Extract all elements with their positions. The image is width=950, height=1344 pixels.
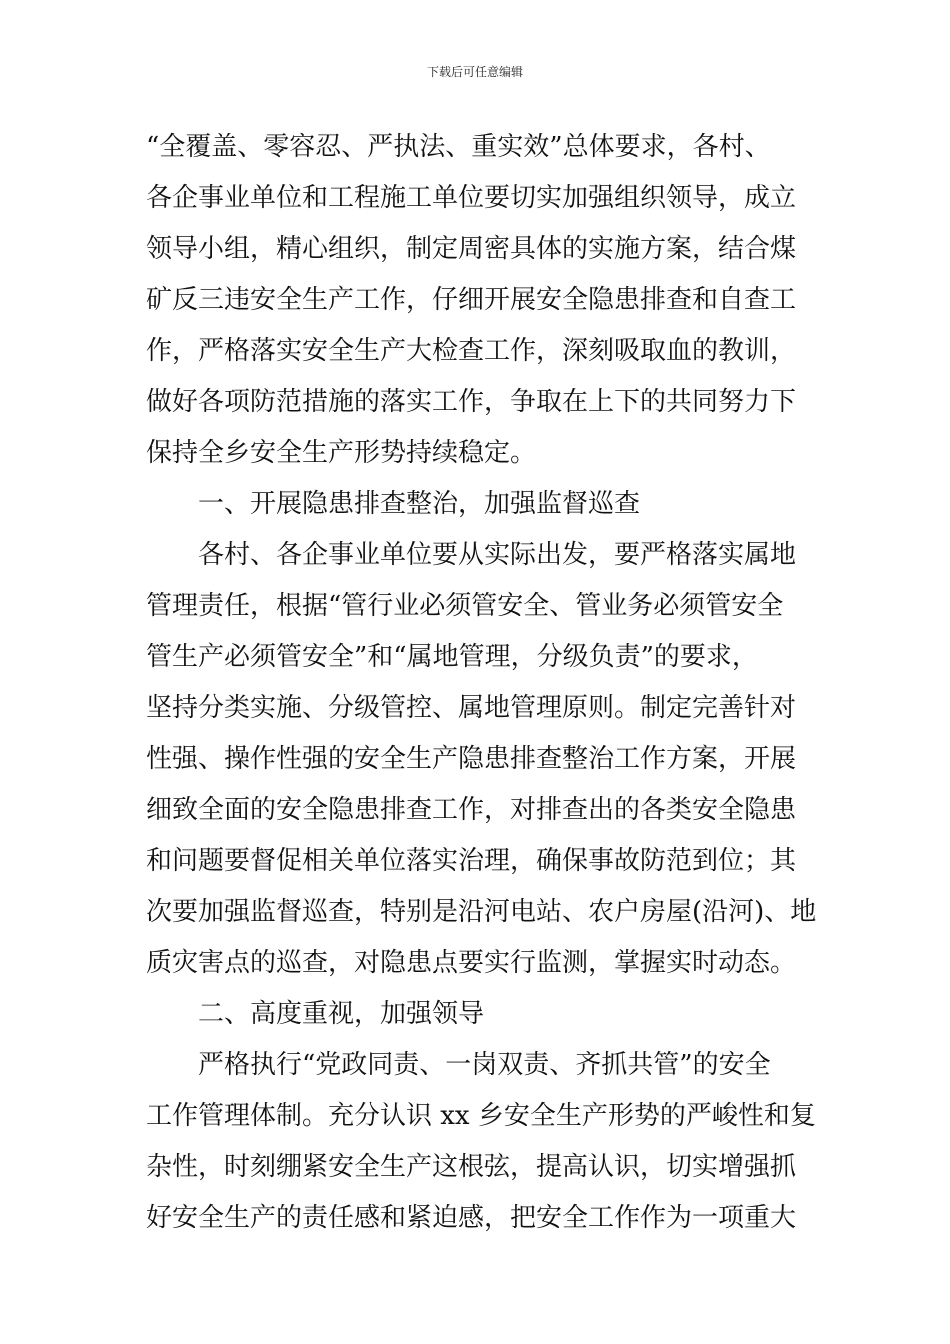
section-heading: 一、开展隐患排查整治，加强监督巡查 [198, 489, 641, 519]
section-heading: 二、高度重视，加强领导 [198, 999, 485, 1029]
text-line: 质灾害点的巡查，对隐患点要实行监测，掌握实时动态。 [146, 948, 797, 978]
text-line: 好安全生产的责任感和紧迫感，把安全工作作为一项重大 [146, 1203, 797, 1233]
text-line: 管生产必须管安全”和“属地管理，分级负责”的要求， [146, 642, 758, 672]
text-line: 杂性，时刻绷紧安全生产这根弦，提高认识，切实增强抓 [146, 1152, 797, 1182]
text-line: 领导小组，精心组织，制定周密具体的实施方案，结合煤 [146, 234, 797, 264]
text-line: 坚持分类实施、分级管控、属地管理原则。制定完善针对 [146, 693, 797, 723]
text-line: 性强、操作性强的安全生产隐患排查整治工作方案，开展 [146, 744, 797, 774]
text-line: 做好各项防范措施的落实工作，争取在上下的共同努力下 [146, 387, 797, 417]
text-line: 保持全乡安全生产形势持续稳定。 [146, 438, 537, 468]
text-line: “全覆盖、零容忍、严执法、重实效”总体要求，各村、 [146, 132, 771, 162]
text-line: 和问题要督促相关单位落实治理，确保事故防范到位；其 [146, 846, 797, 876]
text-line: 作，严格落实安全生产大检查工作，深刻吸取血的教训， [146, 336, 797, 366]
text-line: 各企事业单位和工程施工单位要切实加强组织领导，成立 [146, 183, 797, 213]
text-line: 管理责任，根据“管行业必须管安全、管业务必须管安全 [146, 591, 784, 621]
page-header: 下载后可任意编辑 [426, 65, 523, 79]
text-line: 矿反三违安全生产工作，仔细开展安全隐患排查和自查工 [146, 285, 797, 315]
paragraph-start: 严格执行“党政同责、一岗双责、齐抓共管”的安全 [198, 1050, 771, 1080]
paragraph-start: 各村、各企事业单位要从实际出发，要严格落实属地 [198, 540, 797, 570]
text-line: 次要加强监督巡查，特别是沿河电站、农户房屋(沿河)、地 [146, 897, 817, 927]
text-line: 工作管理体制。充分认识 xx 乡安全生产形势的严峻性和复 [146, 1101, 816, 1131]
document-body [146, 122, 817, 1244]
text-line: 细致全面的安全隐患排查工作，对排查出的各类安全隐患 [146, 795, 797, 825]
